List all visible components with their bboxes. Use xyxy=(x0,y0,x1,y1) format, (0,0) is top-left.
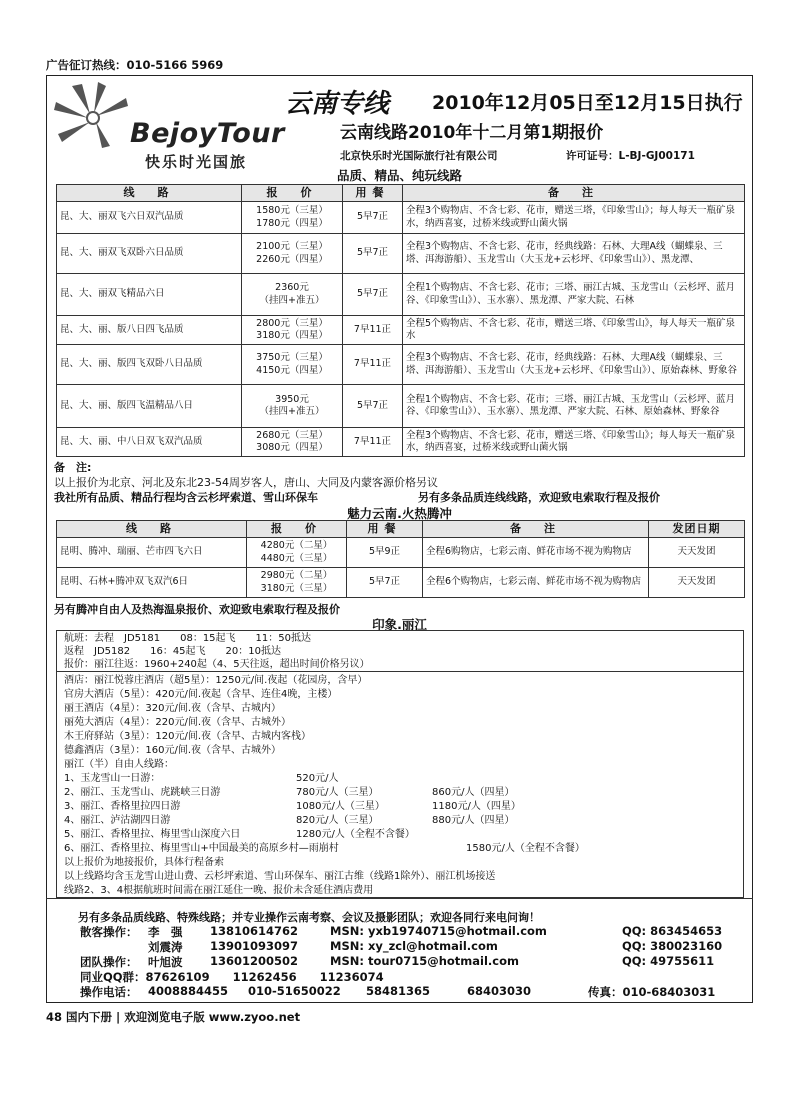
contact-msn: MSN: yxb19740715@hotmail.com xyxy=(330,924,547,938)
hotel-line: 丽苑大酒店（4星）：220元/间.夜（含早、古城外） xyxy=(64,717,291,728)
qq-group: 同业QQ群：87626109 11262456 11236074 xyxy=(80,970,384,984)
route-cell: 昆、大、丽、版四飞温精品八日 xyxy=(57,385,242,428)
validity-date: 2010年12月05日至12月15日执行 xyxy=(432,92,743,114)
note-cell: 全程3个购物店、不含七彩、花市，经典线路：石林、大理A线（蝴蝶泉、三塔、洱海游船）、玉龙雪山（大玉龙+云杉坪、《印象雪山》）、原始森林、野象谷 xyxy=(403,345,745,385)
flight-outbound: 航班：去程 JD5181 08：15起飞 11：50抵达 xyxy=(64,633,311,644)
table-row xyxy=(57,345,745,385)
table-row xyxy=(57,202,745,234)
table-row xyxy=(57,316,745,345)
route-cell: 昆明、石林+腾冲双飞双汽6日 xyxy=(57,568,247,598)
tour-price-4star: 1180元/人（四星） xyxy=(432,801,521,812)
note-cell: 全程1个购物店、不含七彩、花市；三塔、丽江古城、玉龙雪山（云杉坪、蓝月谷、《印象雪山》）、玉水寨）、黑龙潭、严家大院、石林、原始森林、野象谷 xyxy=(403,385,745,428)
price-cell: 2800元（三星） 3180元（四星） xyxy=(242,316,343,345)
col-price: 报 价 xyxy=(242,185,343,202)
meal-cell: 5早7正 xyxy=(343,202,403,234)
contact-name: 李 强 xyxy=(148,925,183,939)
meal-cell: 5早7正 xyxy=(347,568,423,598)
table-row xyxy=(57,274,745,316)
contact-name: 叶旭波 xyxy=(148,955,183,969)
route-cell: 昆、大、丽、版四飞双卧八日品质 xyxy=(57,345,242,385)
ops-tel: 58481365 xyxy=(366,984,431,998)
meal-cell: 7早11正 xyxy=(343,316,403,345)
route-cell: 昆、大、丽、版八日四飞品质 xyxy=(57,316,242,345)
tour-price: 1580元/人（全程不含餐） xyxy=(466,843,585,854)
tour-price-4star: 880元/人（四星） xyxy=(432,815,515,826)
bejoytour-logo xyxy=(50,80,300,171)
meal-cell: 7早11正 xyxy=(343,345,403,385)
flight-price: 报价：丽江往返：1960+240起（4、5天往返，超出时间价格另议） xyxy=(64,659,370,670)
price-cell: 2360元 （挂四+准五） xyxy=(242,274,343,316)
tour-name: 1、玉龙雪山一日游： xyxy=(64,773,161,784)
contact-phone: 13601200502 xyxy=(210,954,299,968)
footnote: 以上报价为地接报价，具体行程备索 xyxy=(64,857,224,868)
contact-qq: QQ: 380023160 xyxy=(622,939,723,953)
note-cell: 全程3个购物店、不含七彩、花市，赠送三塔，《印象雪山》；每人每天一瓶矿泉水，纳西喜宴，过桥米线或野山菌火锅 xyxy=(403,202,745,234)
contact-headline: 另有多条品质线路、特殊线路；并专业操作云南考察、会议及摄影团队；欢迎各同行来电问询！ xyxy=(78,911,540,924)
page-footer: 48 国内下册 | 欢迎浏览电子版 www.zyoo.net xyxy=(46,1010,301,1024)
tour-name: 4、丽江、泸沽湖四日游 xyxy=(64,815,171,826)
table-header-row xyxy=(57,521,745,538)
table-row xyxy=(57,538,745,568)
note-cell: 全程3个购物店、不含七彩、花市，赠送三塔、《印象雪山》；每人每天一瓶矿泉水，纳西喜宴，过桥米线或野山菌火锅 xyxy=(403,428,745,457)
tengchong-routes-table xyxy=(56,520,745,598)
table-row xyxy=(57,385,745,428)
table-row xyxy=(57,428,745,457)
col-price: 报 价 xyxy=(247,521,347,538)
meal-cell: 5早7正 xyxy=(343,234,403,274)
tengchong-extra: 另有腾冲自由人及热海温泉报价、欢迎致电索取行程及报价 xyxy=(54,603,340,616)
note-cell: 全程6个购物店，七彩云南、鲜花市场不视为购物店 xyxy=(423,568,649,598)
contact-msn: MSN: tour0715@hotmail.com xyxy=(330,954,519,968)
ops-tel: 68403030 xyxy=(467,984,532,998)
notes-label: 备 注: xyxy=(54,461,92,474)
tour-price: 820元/人（三星） xyxy=(296,815,379,826)
tour-price: 1080元/人（三星） xyxy=(296,801,385,812)
fax: 传真：010-68403031 xyxy=(588,985,716,999)
col-meal: 用餐 xyxy=(343,185,403,202)
hotel-line: 丽王酒店（4星）：320元/间.夜（含早、古城内） xyxy=(64,703,281,714)
contact-msn: MSN: xy_zcl@hotmail.com xyxy=(330,939,498,953)
note-cell: 全程5个购物店、不含七彩、花市，赠送三塔、《印象雪山》，每人每天一瓶矿泉水 xyxy=(403,316,745,345)
tour-price: 520元/人 xyxy=(296,773,339,784)
table-row xyxy=(57,234,745,274)
ops-tel: 010-51650022 xyxy=(248,984,341,998)
meal-cell: 5早9正 xyxy=(347,538,423,568)
route-cell: 昆、大、丽、中八日双飞双汽品质 xyxy=(57,428,242,457)
contact-name: 刘震涛 xyxy=(148,940,183,954)
note-cell: 全程6购物店，七彩云南、鲜花市场不视为购物店 xyxy=(423,538,649,568)
table-row xyxy=(57,568,745,598)
price-cell: 3750元（三星） 4150元（四星） xyxy=(242,345,343,385)
license-number: 许可证号：L-BJ-GJ00171 xyxy=(566,150,695,162)
col-note: 备 注 xyxy=(403,185,745,202)
notes-line-1: 以上报价为北京、河北及东北23-54周岁客人，唐山、大同及内蒙客源价格另议 xyxy=(54,476,438,489)
route-cell: 昆、大、丽双飞双卧六日品质 xyxy=(57,234,242,274)
notes-line-2b: 另有多条品质连线线路，欢迎致电索取行程及报价 xyxy=(418,491,660,504)
meal-cell: 7早11正 xyxy=(343,428,403,457)
contact-qq: QQ: 49755611 xyxy=(622,954,715,968)
flight-return: 返程 JD5182 16：45起飞 20：10抵达 xyxy=(64,646,281,657)
ops-tel: 4008884455 xyxy=(148,984,229,998)
contact-phone: 13901093097 xyxy=(210,939,299,953)
quality-routes-table xyxy=(56,184,745,457)
col-note: 备 注 xyxy=(423,521,649,538)
meal-cell: 5早7正 xyxy=(343,274,403,316)
price-cell: 2100元（三星） 2260元（四星） xyxy=(242,234,343,274)
tour-name: 5、丽江、香格里拉、梅里雪山深度六日 xyxy=(64,829,241,840)
col-meal: 用餐 xyxy=(347,521,423,538)
price-cell: 2980元（二星） 3180元（三星） xyxy=(247,568,347,598)
notes-line-2a: 我社所有品质、精品行程均含云杉坪索道、雪山环保车 xyxy=(54,491,318,504)
meal-cell: 5早7正 xyxy=(343,385,403,428)
route-cell: 昆、大、丽双飞六日双汽品质 xyxy=(57,202,242,234)
tour-price: 1280元/人（全程不含餐） xyxy=(296,829,415,840)
group-label: 团队操作： xyxy=(80,955,138,969)
ad-hotline: 广告征订热线：010-5166 5969 xyxy=(46,58,224,72)
col-route: 线 路 xyxy=(57,185,242,202)
hotel-line: 德鑫酒店（3星）：160元/间.夜（含早、古城外） xyxy=(64,745,281,756)
table-header-row xyxy=(57,185,745,202)
logo-brand: BejoyTour xyxy=(130,118,285,149)
company-name: 北京快乐时光国际旅行社有限公司 xyxy=(340,150,498,162)
hotel-line: 酒店：丽江悦蓉庄酒店（超5星）：1250元/间.夜起（花园房，含早） xyxy=(64,675,368,686)
section-tengchong-title: 魅力云南.火热腾冲 xyxy=(347,506,452,521)
retail-label: 散客操作： xyxy=(80,925,138,939)
price-cell: 2680元（三星） 3080元（四星） xyxy=(242,428,343,457)
section-lijiang-title: 印象.丽江 xyxy=(372,617,427,632)
logo-cn: 快乐时光国旅 xyxy=(145,153,248,171)
col-route: 线 路 xyxy=(57,521,247,538)
tour-name: 2、丽江、玉龙雪山、虎跳峡三日游 xyxy=(64,787,221,798)
tour-name: 3、丽江、香格里拉四日游 xyxy=(64,801,181,812)
col-date: 发团日期 xyxy=(649,521,745,538)
price-cell: 4280元（二星） 4480元（三星） xyxy=(247,538,347,568)
note-cell: 全程1个购物店、不含七彩、花市；三塔、丽江古城、玉龙雪山（云杉坪、蓝月谷、《印象雪山》）、玉水寨）、黑龙潭、严家大院、石林 xyxy=(403,274,745,316)
footnote: 线路2、3、4根据航班时间需在丽江延住一晚、报价未含延住酒店费用 xyxy=(64,885,374,896)
contact-qq: QQ: 863454653 xyxy=(622,924,723,938)
tour-price: 780元/人（三星） xyxy=(296,787,379,798)
section-quality-title: 品质、精品、纯玩线路 xyxy=(336,168,462,183)
tour-name: 6、丽江、香格里拉、梅里雪山+中国最美的高原乡村—雨崩村 xyxy=(64,843,339,854)
date-cell: 天天发团 xyxy=(649,568,745,598)
route-cell: 昆明、腾冲、瑞丽、芒市四飞六日 xyxy=(57,538,247,568)
date-cell: 天天发团 xyxy=(649,538,745,568)
price-cell: 3950元 （挂四+准五） xyxy=(242,385,343,428)
hotel-line: 官房大酒店（5星）：420元/间.夜起（含早、连住4晚，主楼） xyxy=(64,689,338,700)
free-tour-label: 丽江（半）自由人线路： xyxy=(64,759,174,770)
tour-price-4star: 860元/人（四星） xyxy=(432,787,515,798)
price-cell: 1580元（三星） 1780元（四星） xyxy=(242,202,343,234)
page-title: 云南专线 xyxy=(285,89,390,119)
contact-phone: 13810614762 xyxy=(210,924,299,938)
footnote: 以上线路均含玉龙雪山进山费、云杉坪索道、雪山环保车、丽江古维（线路1除外）、丽江机场接送 xyxy=(64,871,496,882)
issue-title: 云南线路2010年十二月第1期报价 xyxy=(340,123,604,143)
route-cell: 昆、大、丽双飞精品六日 xyxy=(57,274,242,316)
hotel-line: 木王府驿站（3星）：120元/间.夜（含早、古城内客栈） xyxy=(64,731,311,742)
note-cell: 全程3个购物店、不含七彩、花市，经典线路：石林、大理A线（蝴蝶泉、三塔、洱海游船）、玉龙雪山（大玉龙+云杉坪、《印象雪山》）、黑龙潭、 xyxy=(403,234,745,274)
sun-logo-icon xyxy=(50,80,140,150)
ops-label: 操作电话： xyxy=(80,985,138,999)
